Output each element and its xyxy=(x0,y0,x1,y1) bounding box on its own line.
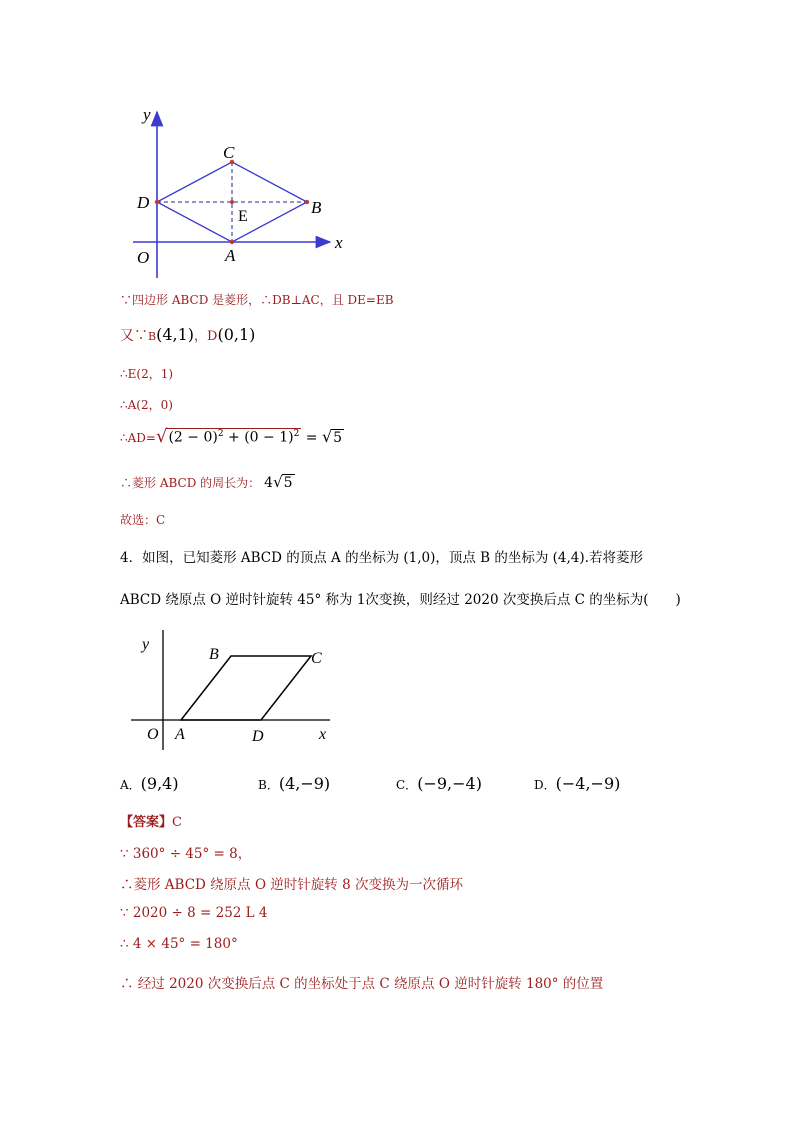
label-y: y xyxy=(143,105,151,124)
solution-line-2-prefix: 又∵ xyxy=(120,328,148,344)
label-d-2: D xyxy=(252,728,264,745)
point-d xyxy=(155,200,159,204)
solution-line-6-prefix: ∴菱形 ABCD 的周长为： xyxy=(120,476,261,490)
option-b-value: (4,−9) xyxy=(278,774,331,793)
solution-line-2-b-coord: (4,1) xyxy=(156,325,195,344)
figure-parallelogram-2 xyxy=(125,625,340,755)
option-c-value: (−9,−4) xyxy=(417,774,482,793)
label-o-2: O xyxy=(147,726,159,743)
label-e: E xyxy=(238,208,248,225)
option-b-letter: B． xyxy=(258,778,279,792)
label-x-2: x xyxy=(319,726,327,743)
solution-line-5-plus: + (0 − 1) xyxy=(223,430,294,446)
option-d[interactable] xyxy=(534,774,620,793)
option-b[interactable] xyxy=(258,774,330,793)
solution-line-6: ∴菱形 ABCD 的周长为： 4√5 xyxy=(120,473,293,491)
solution-line-5-eq: = xyxy=(301,430,322,446)
solution-line-5-sq-2: 2 xyxy=(293,429,300,440)
option-a-letter: A． xyxy=(120,778,141,792)
label-a-2: A xyxy=(175,726,185,743)
answer-tag: 【答案】 xyxy=(120,815,173,830)
option-a-value: (9,4) xyxy=(140,774,179,793)
solution-line-3: ∴E(2，1) xyxy=(120,367,174,381)
option-c[interactable] xyxy=(396,774,482,793)
answer-line-1: ∵ 360° ÷ 45° = 8， xyxy=(120,846,252,862)
solution-line-7: 故选：C xyxy=(120,513,166,527)
solution-line-5-radical xyxy=(166,428,301,446)
option-c-letter: C． xyxy=(396,778,418,792)
label-d: D xyxy=(137,193,150,212)
solution-line-5: ∴AD=√(2 − $0)^2 + (0 - 1)^2 = √5$ xyxy=(120,426,343,447)
solution-line-2 xyxy=(120,325,255,345)
label-b-2: B xyxy=(209,646,219,663)
answer-header xyxy=(120,811,182,830)
parallelogram-abcd xyxy=(181,656,311,720)
point-a xyxy=(230,240,234,244)
label-a: A xyxy=(225,246,236,265)
solution-line-5-root: 5 xyxy=(333,430,343,446)
option-d-value: (−4,−9) xyxy=(555,774,621,793)
label-y-2: y xyxy=(142,636,150,653)
solution-line-6-coef: 4 xyxy=(264,475,274,491)
question-4-line-2: ABCD 绕原点 O 逆时针旋转 45° 称为 1次变换，则经过 2020 次变换后点 C 的坐标为( ) xyxy=(120,592,681,608)
label-c: C xyxy=(223,143,235,162)
label-x: x xyxy=(335,233,343,252)
question-4-line-1: 4．如图，已知菱形 ABCD 的顶点 A 的坐标为 (1,0)，顶点 B 的坐标为 (4,4).若将菱形 xyxy=(120,550,643,566)
solution-line-4: ∴A(2，0) xyxy=(120,398,173,412)
label-o: O xyxy=(137,248,150,267)
solution-line-5-sq-1: 2 xyxy=(217,429,224,440)
answer-value: C xyxy=(172,815,182,830)
option-a[interactable] xyxy=(120,774,179,793)
solution-line-2-sep: ，D xyxy=(194,329,218,344)
solution-line-5-radicand: (2 − 0) xyxy=(168,430,218,446)
answer-line-4: ∴ 4 × 45° = 180° xyxy=(120,936,238,952)
solution-line-6-root: 5 xyxy=(283,475,293,491)
solution-line-2-d-coord: (0,1) xyxy=(217,325,256,344)
label-c-2: C xyxy=(311,650,322,667)
option-d-letter: D． xyxy=(534,778,556,792)
answer-line-3: ∵ 2020 ÷ 8 = 252 L 4 xyxy=(120,905,268,921)
solution-line-5-prefix: ∴AD= xyxy=(120,431,156,445)
point-e xyxy=(230,200,234,204)
label-b: B xyxy=(311,198,322,217)
solution-line-2-b: B xyxy=(148,330,157,343)
point-b xyxy=(305,200,309,204)
answer-line-5: ∴ 经过 2020 次变换后点 C 的坐标处于点 C 绕原点 O 逆时针旋转 180° 的位置 xyxy=(120,976,604,992)
solution-line-1: ∵四边形 ABCD 是菱形，∴DB⊥AC，且 DE=EB xyxy=(120,293,394,307)
answer-line-2: ∴菱形 ABCD 绕原点 O 逆时针旋转 8 次变换为一次循环 xyxy=(120,877,463,893)
figure-rhombus-1 xyxy=(125,100,355,280)
